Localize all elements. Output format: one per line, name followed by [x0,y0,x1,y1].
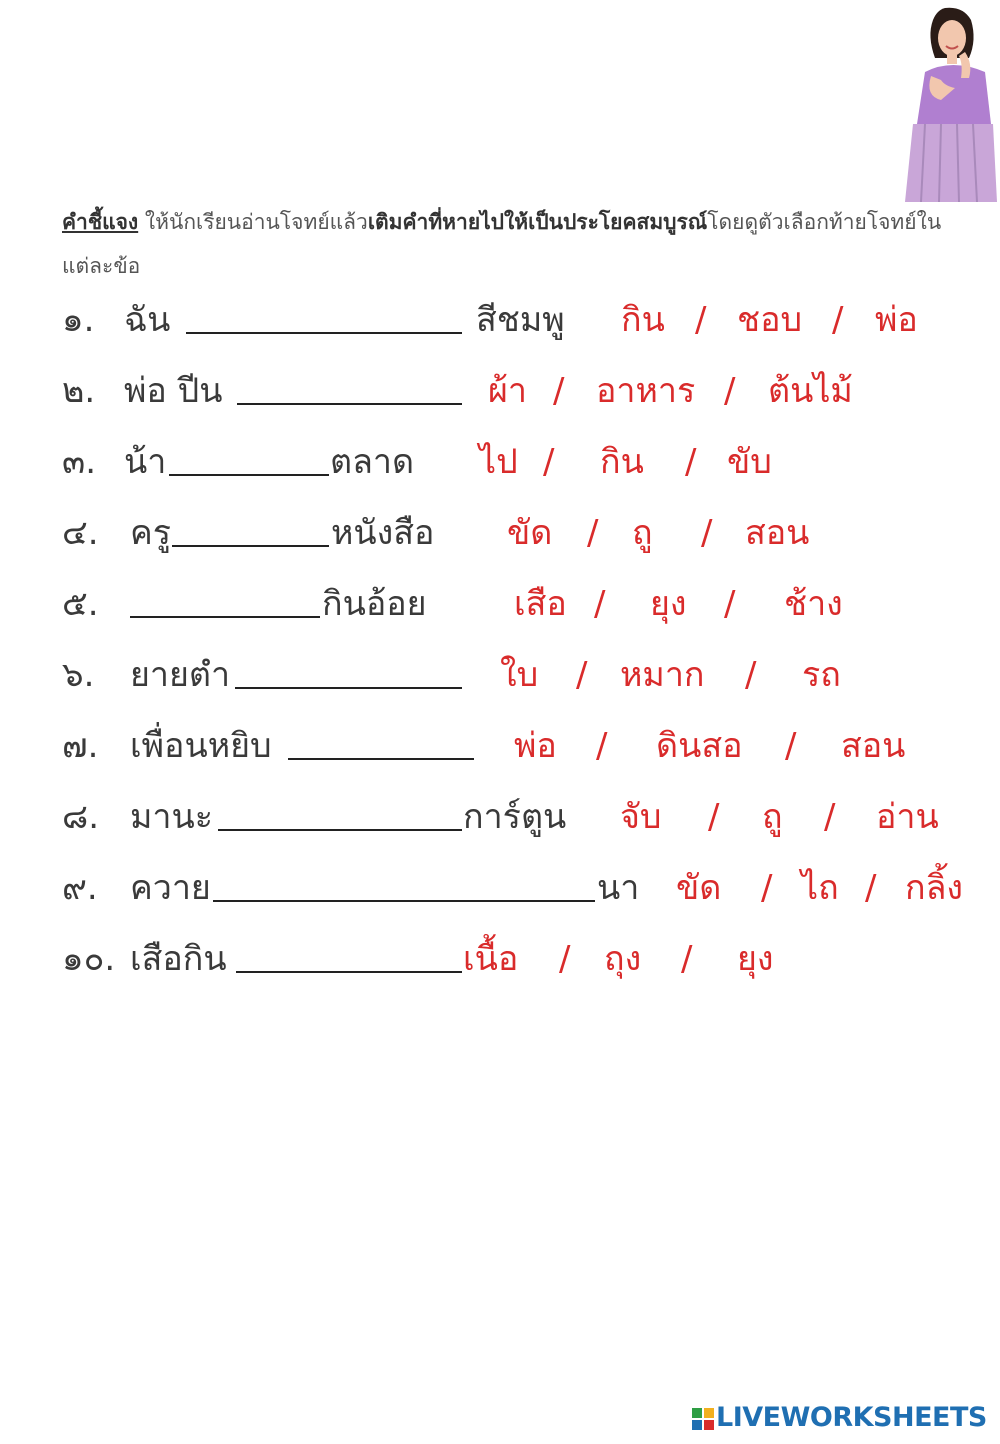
option[interactable]: เนื้อ [463,939,519,979]
teacher-photo [905,6,997,202]
question-text: น้า [124,442,167,482]
question-text: ยายตำ [130,655,231,695]
answer-blank[interactable] [186,332,462,334]
option-separator: / [701,513,713,553]
option-separator: / [559,939,571,979]
option[interactable]: ชอบ [737,300,803,340]
option-separator: / [543,442,555,482]
option[interactable]: ใบ [500,655,539,695]
question-text: ครู [130,513,172,553]
question-text: เพื่อนหยิบ [130,726,272,766]
option[interactable]: ดินสอ [656,726,743,766]
question-number: ๕. [62,584,99,624]
option[interactable]: ช้าง [784,584,843,624]
option[interactable]: จับ [620,797,662,837]
option[interactable]: ยุง [737,939,774,979]
question-row [0,787,1000,847]
option-separator: / [724,371,736,411]
question-text: เสือกิน [130,939,227,979]
question-row [0,361,1000,421]
question-number: ๓. [62,442,97,482]
instructions-text: ให้นักเรียนอ่านโจทย์แล้ว [138,210,368,234]
question-row [0,503,1000,563]
answer-blank[interactable] [169,474,329,476]
option[interactable]: ถุง [604,939,642,979]
option[interactable]: ต้นไม้ [768,371,853,411]
option[interactable]: พ่อ [514,726,557,766]
question-text-after: หนังสือ [331,513,435,553]
question-row [0,290,1000,350]
option-separator: / [594,584,606,624]
option[interactable]: สอน [745,513,810,553]
option-separator: / [865,868,877,908]
option[interactable]: ขับ [727,442,772,482]
option[interactable]: ยุง [650,584,687,624]
question-text-after: สีชมพู [476,300,565,340]
answer-blank[interactable] [172,545,329,547]
question-row [0,645,1000,705]
option[interactable]: ผ้า [488,371,528,411]
answer-blank[interactable] [130,616,320,618]
question-row [0,432,1000,492]
option[interactable]: กลิ้ง [905,868,964,908]
instructions-heading: คำชี้แจง [62,210,139,234]
option-separator: / [685,442,697,482]
option-separator: / [785,726,797,766]
option[interactable]: กิน [600,442,644,482]
liveworksheets-logo [692,1400,992,1436]
option-separator: / [761,868,773,908]
option[interactable]: หมาก [620,655,705,695]
option-separator: / [587,513,599,553]
question-number: ๒. [62,371,96,411]
option-separator: / [681,939,693,979]
question-text-after: กินอ้อย [322,584,427,624]
option-separator: / [824,797,836,837]
option[interactable]: พ่อ [875,300,918,340]
option-separator: / [708,797,720,837]
answer-blank[interactable] [236,971,462,973]
instructions-bold-text: เติมคำที่หายไปให้เป็นประโยคสมบูรณ์ [367,210,708,234]
option[interactable]: รถ [802,655,841,695]
option-separator: / [832,300,844,340]
question-number: ๑๐. [62,939,116,979]
option-separator: / [553,371,565,411]
liveworksheets-icon [692,1408,714,1430]
question-text-after: การ์ตูน [463,797,567,837]
question-row [0,716,1000,776]
option-separator: / [695,300,707,340]
question-text: ควาย [130,868,211,908]
option[interactable]: ไถ [801,868,839,908]
option[interactable]: ไป [479,442,518,482]
option-separator: / [576,655,588,695]
answer-blank[interactable] [235,687,462,689]
question-row [0,858,1000,918]
option[interactable]: สอน [841,726,906,766]
option[interactable]: ขัด [676,868,722,908]
question-number: ๑. [62,300,95,340]
question-text: มานะ [130,797,214,837]
question-text-after: ตลาด [330,442,415,482]
option[interactable]: อาหาร [596,371,696,411]
question-row [0,574,1000,634]
question-number: ๙. [62,868,98,908]
option[interactable]: ถู [762,797,783,837]
question-text: พ่อ ปีน [124,371,223,411]
question-text: ฉัน [124,300,171,340]
option[interactable]: กิน [621,300,665,340]
instructions [62,200,962,288]
question-number: ๔. [62,513,99,553]
question-number: ๖. [62,655,95,695]
option[interactable]: ขัด [507,513,553,553]
answer-blank[interactable] [288,758,474,760]
instructions-text-end: โดยดูตัวเลือกท้ายโจทย์ในแต่ละข้อ [62,210,942,278]
answer-blank[interactable] [237,403,462,405]
question-text-after: นา [597,868,640,908]
option-separator: / [745,655,757,695]
liveworksheets-brand: LIVEWORKSHEETS [716,1402,987,1433]
option-separator: / [596,726,608,766]
question-number: ๗. [62,726,99,766]
answer-blank[interactable] [218,829,462,831]
question-number: ๘. [62,797,100,837]
question-row [0,929,1000,989]
option[interactable]: เสือ [514,584,567,624]
option[interactable]: ถู [632,513,653,553]
option[interactable]: อ่าน [876,797,939,837]
option-separator: / [724,584,736,624]
answer-blank[interactable] [213,900,595,902]
